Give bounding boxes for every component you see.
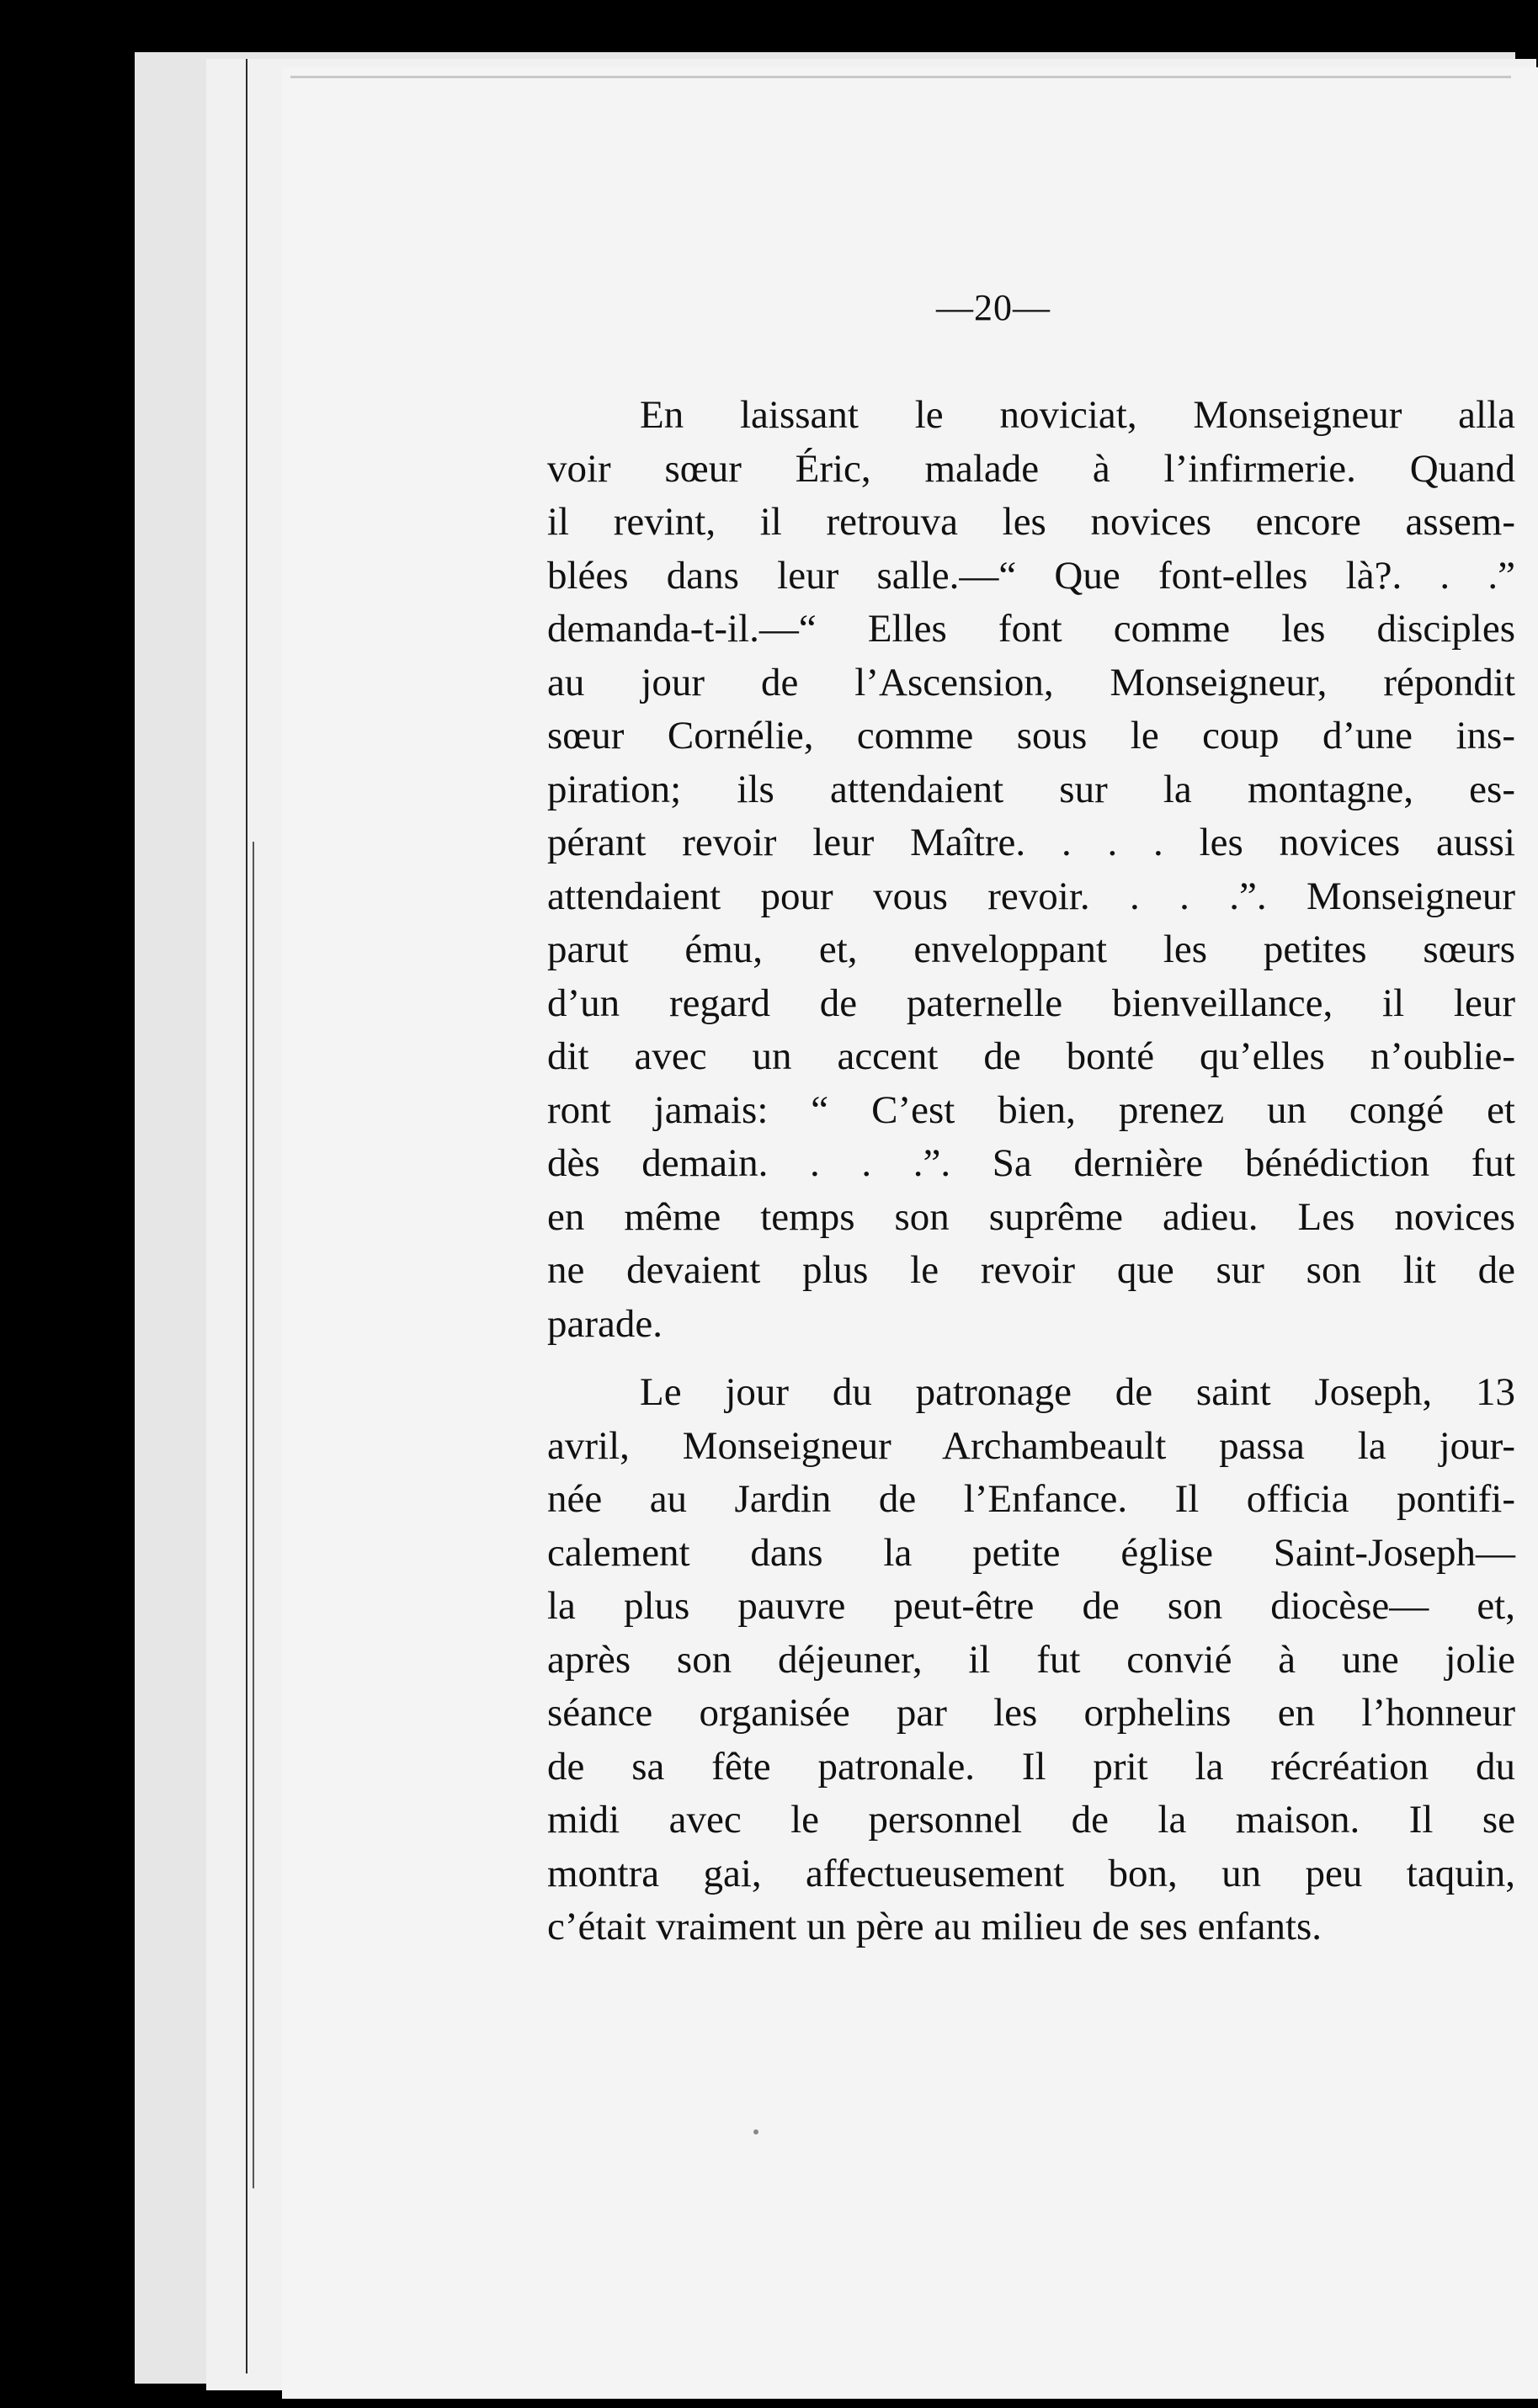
text-line: voir sœur Éric, malade à l’infirmerie. Quand: [547, 446, 1515, 491]
text-line: de sa fête patronale. Il prit la récréation du: [547, 1744, 1515, 1789]
text-line: demanda-t-il.—“ Elles font comme les disciples: [547, 607, 1515, 651]
text-line: parut ému, et, enveloppant les petites sœurs: [547, 928, 1515, 971]
page-number: —20—: [936, 287, 1051, 328]
text-line: dès demain. . . .”. Sa dernière bénédiction fut: [547, 1141, 1515, 1185]
text-line: En laissant le noviciat, Monseigneur alla: [640, 393, 1515, 437]
text-line: parade.: [547, 1301, 663, 1346]
text-line: née au Jardin de l’Enfance. Il officia pontifi-: [547, 1477, 1515, 1521]
text-line: c’était vraiment un père au milieu de ses enfants.: [547, 1905, 1322, 1948]
page-edge-shadow-line: [246, 59, 247, 2373]
text-line: il revint, il retrouva les novices encore assem-: [547, 500, 1515, 544]
text-line: dit avec un accent de bonté qu’elles n’oublie-: [547, 1034, 1515, 1078]
text-line: ne devaient plus le revoir que sur son lit de: [547, 1248, 1515, 1292]
text-line: attendaient pour vous revoir. . . .”. Monseigneur: [547, 874, 1515, 918]
text-line: séance organisée par les orphelins en l’honneur: [547, 1691, 1515, 1735]
text-line: piration; ils attendaient sur la montagne, es-: [547, 767, 1515, 811]
text-line: d’un regard de paternelle bienveillance, il leur: [547, 981, 1515, 1025]
text-line: midi avec le personnel de la maison. Il se: [547, 1798, 1515, 1842]
text-line: après son déjeuner, il fut convié à une jolie: [547, 1637, 1515, 1682]
page-edge-shadow-line: [253, 842, 254, 2188]
text-line: la plus pauvre peut-être de son diocèse— et,: [547, 1584, 1515, 1628]
text-line: sœur Cornélie, comme sous le coup d’une ins-: [547, 714, 1515, 757]
text-line: calement dans la petite église Saint-Joseph—: [547, 1530, 1515, 1575]
paragraph-2: [547, 1366, 1515, 1954]
paragraph-1: [547, 389, 1515, 1351]
text-line: blées dans leur salle.—“ Que font-elles là?. . .”: [547, 553, 1515, 598]
page-top-edge: [290, 76, 1511, 78]
scan-speck: [753, 2129, 758, 2134]
text-line: avril, Monseigneur Archambeault passa la jour-: [547, 1423, 1515, 1468]
text-line: pérant revoir leur Maître. . . . les novices aussi: [547, 821, 1515, 864]
text-line: montra gai, affectueusement bon, un peu taquin,: [547, 1851, 1515, 1895]
text-line: au jour de l’Ascension, Monseigneur, répondit: [547, 660, 1515, 704]
text-line: Le jour du patronage de saint Joseph, 13: [640, 1370, 1515, 1414]
text-line: en même temps son suprême adieu. Les novices: [547, 1194, 1515, 1239]
text-line: ront jamais: “ C’est bien, prenez un congé et: [547, 1087, 1515, 1132]
